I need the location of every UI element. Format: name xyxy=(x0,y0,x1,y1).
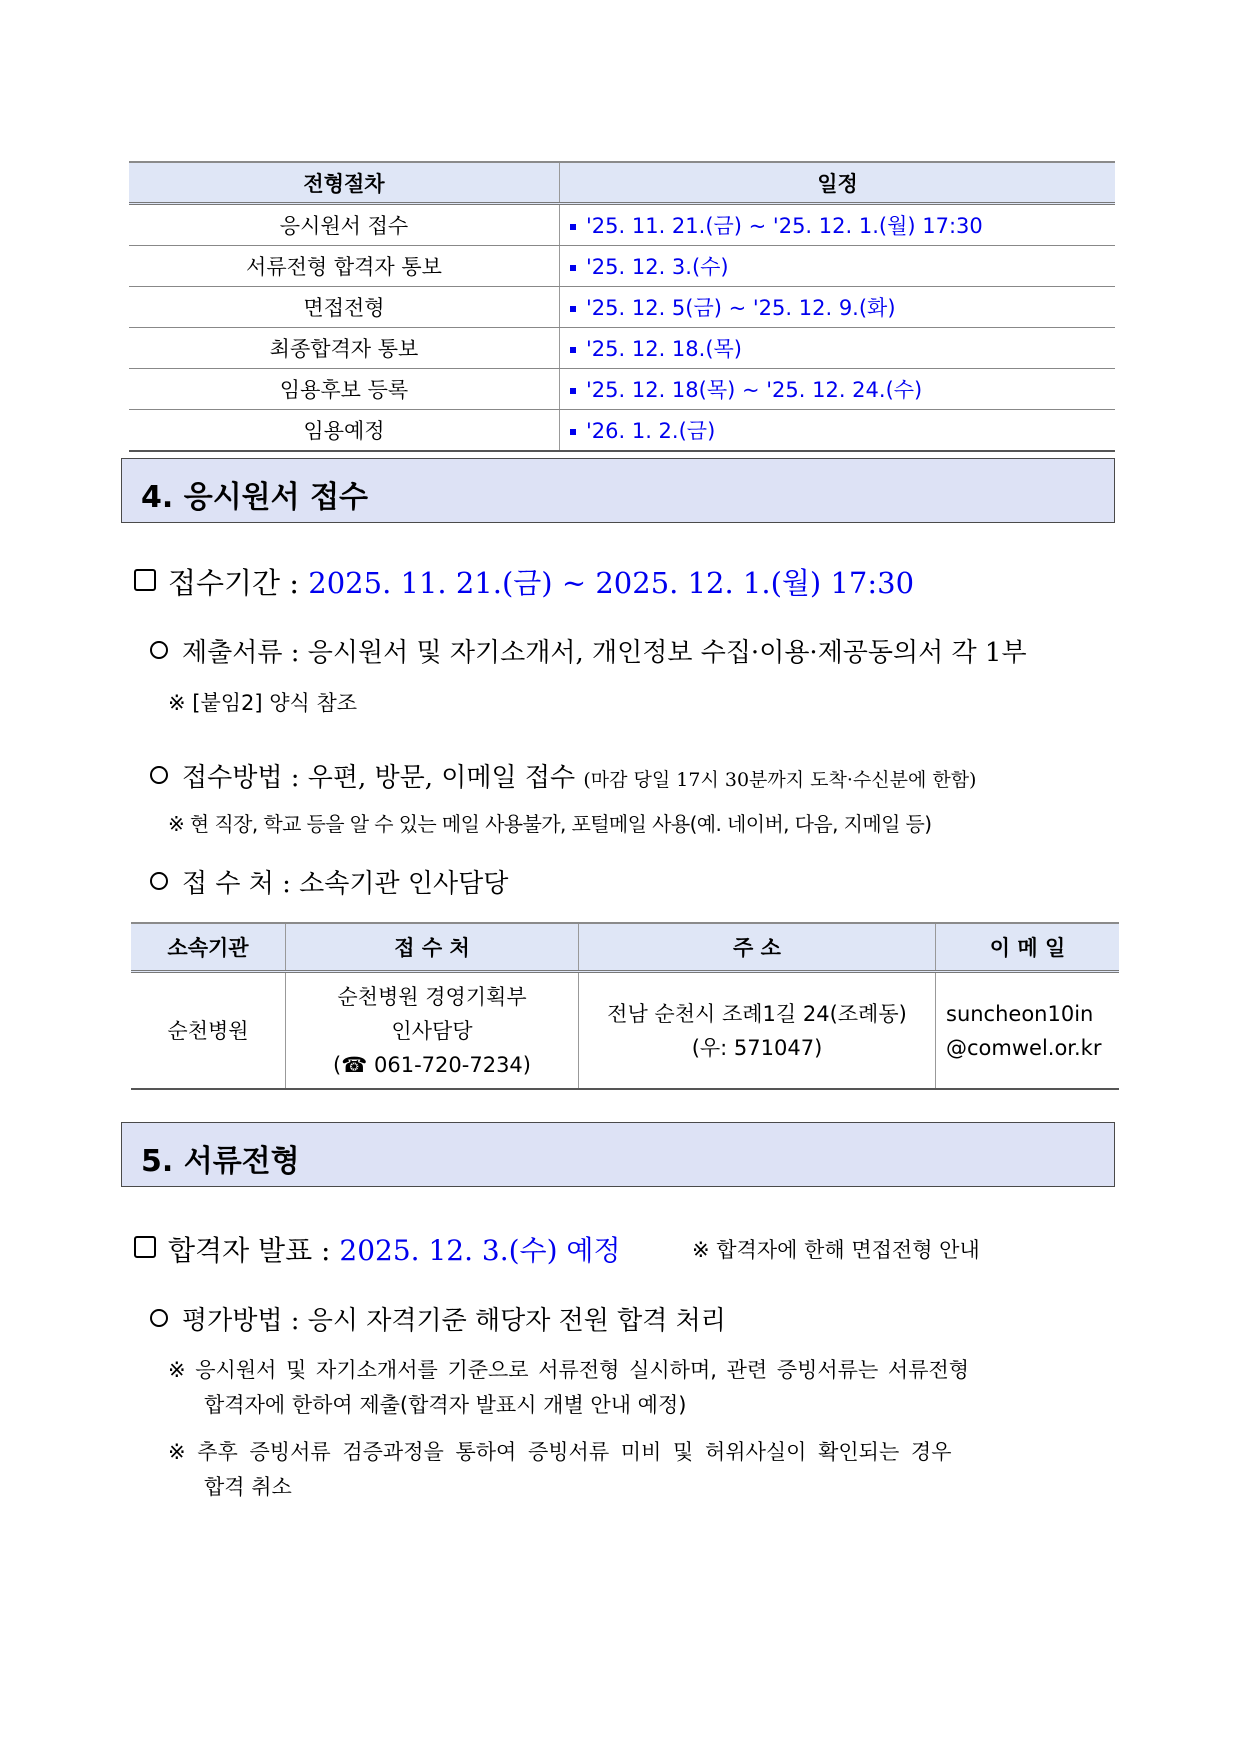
schedule-step: 임용후보 등록 xyxy=(129,369,560,410)
docs-line xyxy=(150,632,1027,669)
method-note: ※ 현 직장, 학교 등을 알 수 있는 메일 사용불가, 포털메일 사용(예. 네이버, 다음, 지메일 등) xyxy=(168,812,932,836)
receiver-header-row xyxy=(131,923,1119,972)
section4-title: 4. 응시원서 접수 xyxy=(141,480,369,515)
table-row xyxy=(129,328,1115,369)
announce-line xyxy=(134,1229,621,1269)
schedule-header-date: 일정 xyxy=(560,162,1116,204)
method-text: 접수방법 : 우편, 방문, 이메일 접수 xyxy=(182,763,576,793)
section4-header xyxy=(121,458,1115,523)
addr-line2: (우: 571047) xyxy=(691,1035,823,1060)
section5-title: 5. 서류전형 xyxy=(141,1144,300,1179)
schedule-header-row xyxy=(129,162,1115,204)
email-line1: suncheon10in xyxy=(946,1001,1094,1026)
method-line xyxy=(150,757,976,794)
period-label: 접수기간 : xyxy=(168,566,300,600)
table-row xyxy=(129,204,1115,246)
schedule-step: 면접전형 xyxy=(129,287,560,328)
bullet-icon xyxy=(570,306,576,312)
docs-text: 제출서류 : 응시원서 및 자기소개서, 개인정보 수집·이용·제공동의서 각 1부 xyxy=(182,638,1027,668)
email-cell xyxy=(936,972,1120,1090)
circle-bullet-icon xyxy=(150,766,168,784)
table-row xyxy=(129,287,1115,328)
circle-bullet-icon xyxy=(150,641,168,659)
announce-label: 합격자 발표 : xyxy=(168,1234,331,1267)
receiver-table xyxy=(131,922,1119,1090)
dept-phone: (☎ 061-720-7234) xyxy=(333,1052,531,1077)
schedule-date: '25. 12. 3.(수) xyxy=(586,255,729,279)
period-line xyxy=(134,561,914,602)
bullet-icon xyxy=(570,265,576,271)
bullet-icon xyxy=(570,388,576,394)
table-row xyxy=(129,410,1115,452)
dept-line2: 인사담당 xyxy=(391,1018,473,1043)
method-small: (마감 당일 17시 30분까지 도착·수신분에 한함) xyxy=(583,769,977,791)
header-addr: 주 소 xyxy=(579,923,936,972)
place-line xyxy=(150,863,508,900)
checkbox-square-icon xyxy=(134,569,156,591)
schedule-date: '25. 12. 18(목) ~ '25. 12. 24.(수) xyxy=(586,378,923,402)
email-line2: @comwel.or.kr xyxy=(946,1035,1102,1060)
bullet-icon xyxy=(570,347,576,353)
header-org: 소속기관 xyxy=(131,923,286,972)
table-row xyxy=(129,369,1115,410)
schedule-date: '25. 11. 21.(금) ~ '25. 12. 1.(월) 17:30 xyxy=(586,214,983,238)
circle-bullet-icon xyxy=(150,872,168,890)
schedule-step: 서류전형 합격자 통보 xyxy=(129,246,560,287)
header-dept: 접 수 처 xyxy=(286,923,579,972)
note2-line2: 합격 취소 xyxy=(204,1475,292,1499)
bullet-icon xyxy=(570,224,576,230)
table-row xyxy=(131,972,1119,1090)
table-row xyxy=(129,246,1115,287)
announce-note: ※ 합격자에 한해 면접전형 안내 xyxy=(692,1238,980,1262)
schedule-date: '26. 1. 2.(금) xyxy=(586,419,716,443)
schedule-step: 최종합격자 통보 xyxy=(129,328,560,369)
note1-line1: ※ 응시원서 및 자기소개서를 기준으로 서류전형 실시하며, 관련 증빙서류는 서류전형 xyxy=(168,1358,970,1382)
header-email: 이 메 일 xyxy=(936,923,1120,972)
checkbox-square-icon xyxy=(134,1236,156,1258)
place-text: 접 수 처 : 소속기관 인사담당 xyxy=(182,869,509,899)
period-value: 2025. 11. 21.(금) ~ 2025. 12. 1.(월) 17:30 xyxy=(308,566,915,600)
schedule-date: '25. 12. 5(금) ~ '25. 12. 9.(화) xyxy=(586,296,896,320)
eval-line xyxy=(150,1300,726,1337)
eval-text: 평가방법 : 응시 자격기준 해당자 전원 합격 처리 xyxy=(182,1306,726,1336)
dept-line1: 순천병원 경영기획부 xyxy=(337,984,527,1009)
docs-note: ※ [붙임2] 양식 참조 xyxy=(168,691,358,715)
addr-line1: 전남 순천시 조례1길 24(조례동) xyxy=(607,1001,907,1026)
announce-value: 2025. 12. 3.(수) 예정 xyxy=(339,1234,621,1267)
schedule-step: 응시원서 접수 xyxy=(129,204,560,246)
note1-line2: 합격자에 한하여 제출(합격자 발표시 개별 안내 예정) xyxy=(204,1393,687,1417)
circle-bullet-icon xyxy=(150,1309,168,1327)
section5-header xyxy=(121,1122,1115,1187)
dept-cell xyxy=(286,972,579,1090)
bullet-icon xyxy=(570,429,576,435)
addr-cell xyxy=(579,972,936,1090)
note2-line1: ※ 추후 증빙서류 검증과정을 통하여 증빙서류 미비 및 허위사실이 확인되는 경우 xyxy=(168,1440,952,1464)
schedule-step: 임용예정 xyxy=(129,410,560,452)
schedule-header-step: 전형절차 xyxy=(129,162,560,204)
schedule-table xyxy=(129,161,1115,452)
org-cell: 순천병원 xyxy=(131,972,286,1090)
schedule-date: '25. 12. 18.(목) xyxy=(586,337,742,361)
